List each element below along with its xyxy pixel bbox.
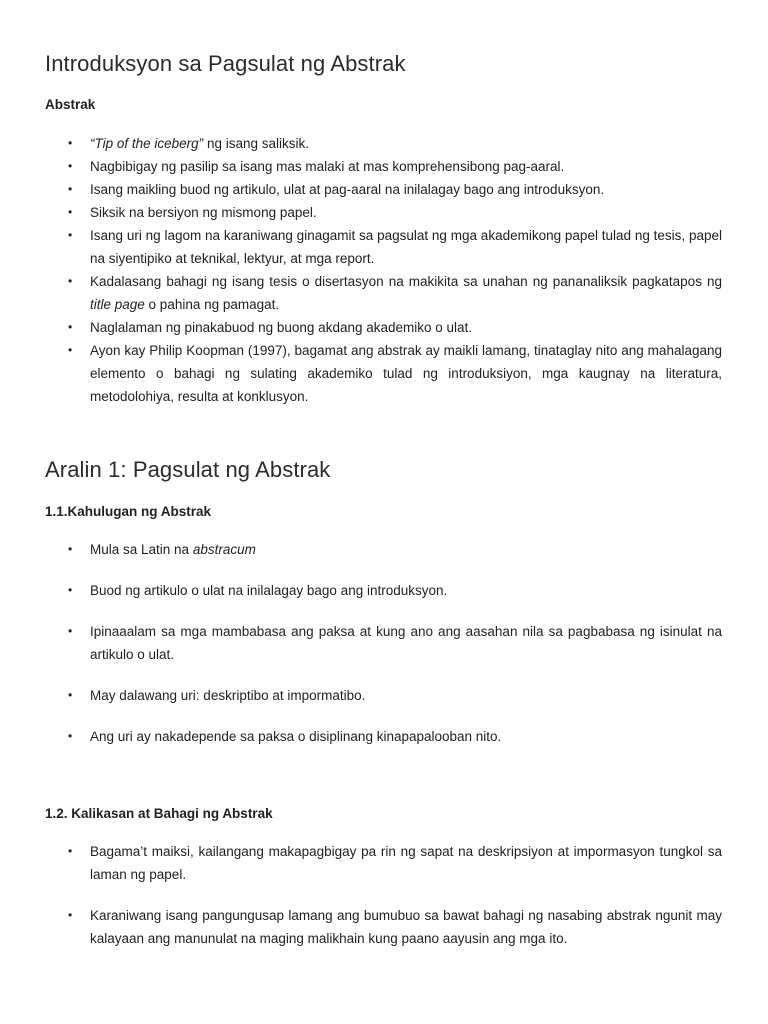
subheading-kahulugan: 1.1.Kahulugan ng Abstrak [45,504,212,519]
list-item [45,270,722,316]
bullet-icon: • [68,205,73,219]
bullet-list-kahulugan [45,538,722,766]
item-text: ng isang saliksik. [203,136,309,151]
list-item [45,132,722,155]
list-item [45,178,722,201]
bullet-icon: • [68,624,73,638]
emphasized-text: abstracum [192,542,256,557]
list-item [45,840,722,886]
list-item [45,684,722,707]
list-item [45,155,722,178]
item-text: Naglalaman ng pinakabuod ng buong akdang akademiko o ulat. [90,320,473,335]
item-text: Nagbibigay ng pasilip sa isang mas malaki at mas komprehensibong pag-aaral. [90,159,565,174]
list-item [45,316,722,339]
list-item [45,904,722,950]
list-item [45,224,722,270]
bullet-icon: • [68,320,73,334]
section-title-aralin-1: Aralin 1: Pagsulat ng Abstrak [45,457,331,482]
item-text: o pahina ng pamagat. [144,297,280,312]
bullet-icon: • [68,908,73,922]
subheading-kalikasan: 1.2. Kalikasan at Bahagi ng Abstrak [45,806,273,821]
item-text: Ayon kay Philip Koopman (1997), bagamat ang abstrak ay maikli lamang, tinataglay nito ang mahalagang elemento o bahagi ng sulating akademiko tulad ng introduksiyon, mga kaugnay na literatura, metodolohiya, resulta at konklusyon. [90,343,722,404]
item-text: Ipinaaalam sa mga mambabasa ang paksa at kung ano ang aasahan nila sa pagbabasa ng isinulat na artikulo o ulat. [90,624,722,662]
bullet-icon: • [68,136,73,150]
item-text: Karaniwang isang pangungusap lamang ang bumubuo sa bawat bahagi ng nasabing abstrak ngunit may kalayaan ang manunulat na maging malikhain kung paano aayusin ang mga ito. [90,908,722,946]
bullet-icon: • [68,729,73,743]
bullet-icon: • [68,343,73,357]
bullet-icon: • [68,844,73,858]
item-text: Mula sa Latin na [90,542,193,557]
emphasized-text: “Tip of the iceberg” [90,136,204,151]
emphasized-text: title page [90,297,145,312]
bullet-icon: • [68,688,73,702]
bullet-list-kalikasan [45,840,722,968]
item-text: May dalawang uri: deskriptibo at impormatibo. [90,688,366,703]
subheading-abstrak: Abstrak [45,97,96,112]
list-item [45,339,722,408]
item-text: Isang uri ng lagom na karaniwang ginagamit sa pagsulat ng mga akademikong papel tulad ng tesis, papel na siyentipiko at teknikal, lektyur, at mga report. [90,228,722,266]
list-item [45,201,722,224]
bullet-icon: • [68,159,73,173]
list-item [45,620,722,666]
list-item [45,538,722,561]
item-text: Kadalasang bahagi ng isang tesis o disertasyon na makikita sa unahan ng pananaliksik pagkatapos ng [90,274,722,289]
list-item [45,725,722,748]
item-text: Isang maikling buod ng artikulo, ulat at pag-aaral na inilalagay bago ang introduksyon. [90,182,605,197]
item-text: Siksik na bersiyon ng mismong papel. [90,205,317,220]
bullet-icon: • [68,583,73,597]
item-text: Ang uri ay nakadepende sa paksa o disiplinang kinapapalooban nito. [90,729,502,744]
item-text: Bagama’t maiksi, kailangang makapagbigay pa rin ng sapat na deskripsiyon at impormasyon tungkol sa laman ng papel. [90,844,722,882]
item-text: Buod ng artikulo o ulat na inilalagay bago ang introduksyon. [90,583,448,598]
bullet-icon: • [68,182,73,196]
bullet-icon: • [68,274,73,288]
bullet-list-abstrak [45,132,722,408]
bullet-icon: • [68,542,73,556]
list-item [45,579,722,602]
bullet-icon: • [68,228,73,242]
section-title-intro: Introduksyon sa Pagsulat ng Abstrak [45,51,406,76]
